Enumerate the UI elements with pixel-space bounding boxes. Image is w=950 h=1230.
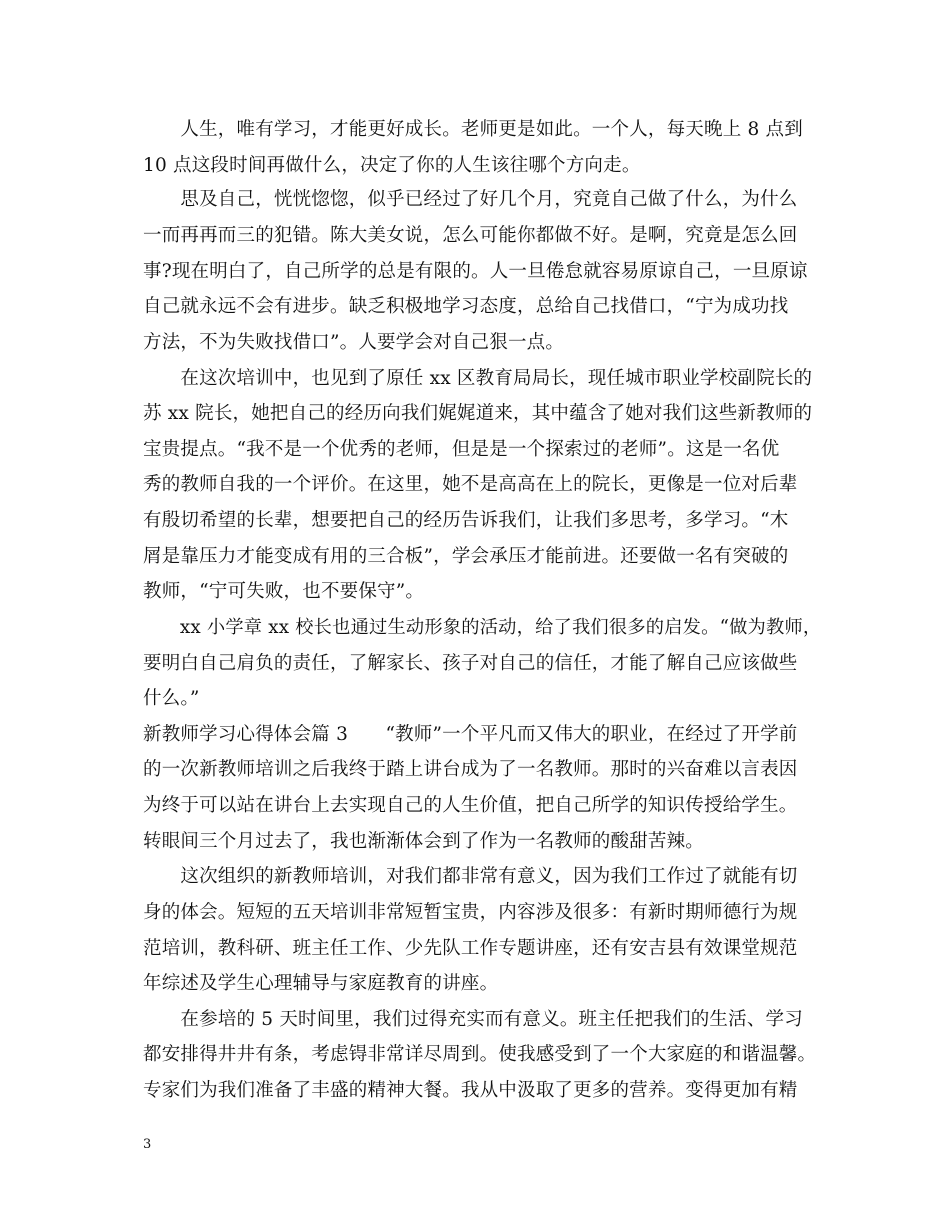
text-line: 屑是靠压力才能变成有用的三合板”，学会承压才能前进。还要做一名有突破的: [143, 546, 789, 567]
text-line: 专家们为我们准备了丰盛的精神大餐。我从中汲取了更多的营养。变得更加有精: [143, 1080, 798, 1101]
text-line: 10 点这段时间再做什么，决定了你的人生该往哪个方向走。: [143, 155, 641, 176]
text-line: 为终于可以站在讲台上去实现自己的人生价值，把自己所学的知识传授给学生。: [143, 795, 798, 816]
text-line: 转眼间三个月过去了，我也渐渐体会到了作为一名教师的酸甜苦辣。: [143, 831, 705, 852]
text-line: 一而再再而三的犯错。陈大美女说，怎么可能你都做不好。是啊，究竟是怎么回: [143, 225, 798, 246]
text-line: 在参培的 5 天时间里，我们过得充实而有意义。班主任把我们的生活、学习: [143, 1009, 803, 1030]
text-line: 什么。”: [143, 688, 200, 709]
text-line: 苏 xx 院长，她把自己的经历向我们娓娓道来，其中蕴含了她对我们这些新教师的: [143, 403, 813, 424]
text-line: 这次组织的新教师培训，对我们都非常有意义，因为我们工作过了就能有切: [143, 866, 798, 887]
text-line: 秀的教师自我的一个评价。在这里，她不是高高在上的院长，更像是一位对后辈: [143, 474, 798, 495]
text-line: 在这次培训中，也见到了原任 xx 区教育局局长，现任城市职业学校副院长的: [143, 368, 813, 389]
text-line: 的一次新教师培训之后我终于踏上讲台成为了一名教师。那时的兴奋难以言表因: [143, 759, 798, 780]
text-line: 自己就永远不会有进步。缺乏积极地学习态度，总给自己找借口，“宁为成功找: [143, 296, 789, 317]
text-line: 范培训，教科研、班主任工作、少先队工作专题讲座，还有安吉县有效课堂规范: [143, 938, 798, 959]
text-line: 有殷切希望的长辈，想要把自己的经历告诉我们，让我们多思考，多学习。“木: [143, 510, 789, 531]
text-line: 身的体会。短短的五天培训非常短暂宝贵，内容涉及很多：有新时期师德行为规: [143, 902, 798, 923]
text-line: xx 小学章 xx 校长也通过生动形象的活动，给了我们很多的启发。“做为教师，: [143, 617, 822, 638]
text-line: 思及自己，恍恍惚惚，似乎已经过了好几个月，究竟自己做了什么，为什么: [143, 189, 798, 210]
section-heading-line: 新教师学习心得体会篇 3 “教师”一个平凡而又伟大的职业，在经过了开学前: [143, 724, 798, 745]
text-line: 方法，不为失败找借口”。人要学会对自己狠一点。: [143, 332, 565, 353]
text-line: 宝贵提点。“我不是一个优秀的老师，但是是一个探索过的老师”。这是一名优: [143, 439, 780, 460]
page-number: 3: [143, 1137, 152, 1152]
text-line: 人生，唯有学习，才能更好成长。老师更是如此。一个人，每天晚上 8 点到: [143, 119, 803, 140]
text-line: 年综述及学生心理辅导与家庭教育的讲座。: [143, 973, 499, 994]
text-line: 要明白自己肩负的责任，了解家长、孩子对自己的信任，才能了解自己应该做些: [143, 653, 798, 674]
text-line: 教师，“宁可失败，也不要保守”。: [143, 581, 425, 602]
text-line: 都安排得井井有条，考虑锝非常详尽周到。使我感受到了一个大家庭的和谐温馨。: [143, 1044, 817, 1065]
text-line: 事?现在明白了，自己所学的总是有限的。人一旦倦怠就容易原谅自己，一旦原谅: [143, 261, 808, 282]
